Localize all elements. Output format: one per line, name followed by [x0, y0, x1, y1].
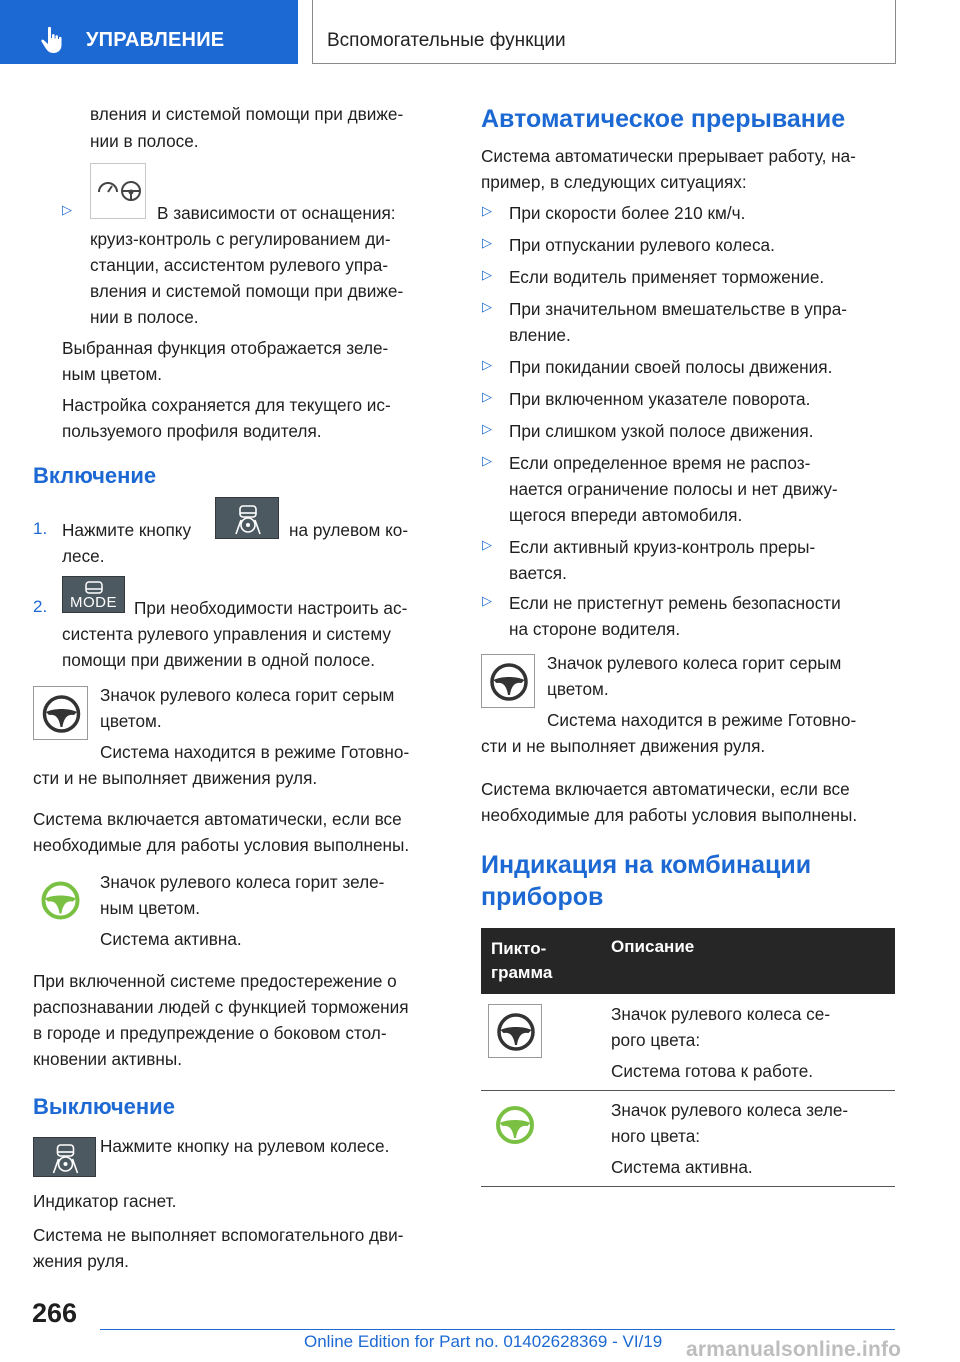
step-text: на рулевом ко- — [289, 520, 409, 540]
intro-line: нии в полосе. — [90, 131, 199, 151]
indicator-text: сти и не выполняет движения руля. — [481, 736, 766, 756]
indicator-text: цветом. — [547, 679, 609, 699]
intro-line: вления и системой помощи при движе- — [90, 104, 404, 124]
steering-assist-button-icon — [33, 1137, 96, 1177]
table-divider — [481, 1090, 895, 1091]
paragraph-line: кновении активны. — [33, 1049, 183, 1069]
step-text: помощи при движении в одной полосе. — [62, 650, 376, 670]
subsection-title: Вспомогательные функции — [327, 30, 566, 51]
paragraph-line: Выбранная функция отображается зеле- — [62, 338, 389, 358]
triangle-bullet-icon: ▷ — [482, 235, 492, 250]
paragraph-line: жения руля. — [33, 1251, 129, 1271]
list-item: вается. — [509, 563, 567, 583]
step-number: 1. — [33, 519, 48, 538]
triangle-bullet-icon: ▷ — [482, 537, 492, 552]
heading-instrument-cluster: Индикация на комбинации — [481, 851, 812, 879]
step-number: 2. — [33, 597, 48, 616]
table-cell: ного цвета: — [611, 1126, 701, 1146]
indicator-text: ным цветом. — [100, 898, 201, 918]
table-cell: Значок рулевого колеса зеле- — [611, 1100, 849, 1120]
triangle-bullet-icon: ▷ — [482, 203, 492, 218]
indicator-text: Система находится в режиме Готовно- — [547, 710, 857, 730]
bullet-line: нии в полосе. — [90, 307, 199, 327]
list-item: Если не пристегнут ремень безопасности — [509, 593, 841, 613]
paragraph-line: Нажмите кнопку на рулевом колесе. — [100, 1136, 390, 1156]
steering-wheel-green-icon — [488, 1098, 542, 1152]
indicator-text: цветом. — [100, 711, 162, 731]
indicator-text: Значок рулевого колеса горит серым — [547, 653, 842, 673]
list-item: нается ограничение полосы и нет движу- — [509, 479, 838, 499]
table-header — [481, 928, 895, 994]
footer-rule — [100, 1329, 895, 1330]
paragraph-line: необходимые для работы условия выполнены. — [33, 835, 410, 855]
steering-wheel-grey-icon — [481, 654, 535, 708]
list-item: вление. — [509, 325, 571, 345]
list-item: щегося впереди автомобиля. — [509, 505, 743, 525]
col-header-line: Пикто- — [491, 939, 547, 958]
triangle-bullet-icon: ▷ — [62, 202, 72, 217]
col-header-line: грамма — [491, 963, 553, 982]
paragraph-line: необходимые для работы условия выполнены. — [481, 805, 858, 825]
table-cell: Значок рулевого колеса се- — [611, 1004, 831, 1024]
triangle-bullet-icon: ▷ — [482, 357, 492, 372]
indicator-text: сти и не выполняет движения руля. — [33, 768, 318, 788]
list-item: Если активный круиз-контроль преры- — [509, 537, 816, 557]
heading-instrument-cluster: приборов — [481, 883, 604, 911]
indicator-text: Система активна. — [100, 929, 242, 949]
triangle-bullet-icon: ▷ — [482, 389, 492, 404]
cruise-steering-icon — [90, 163, 146, 219]
paragraph-line: ным цветом. — [62, 364, 163, 384]
triangle-bullet-icon: ▷ — [482, 267, 492, 282]
list-item: на стороне водителя. — [509, 619, 681, 639]
step-text: Нажмите кнопку — [62, 520, 192, 540]
paragraph-line: распознавании людей с функцией торможения — [33, 997, 409, 1017]
steering-wheel-grey-icon — [488, 1004, 542, 1058]
triangle-bullet-icon: ▷ — [482, 299, 492, 314]
indicator-text: Значок рулевого колеса горит серым — [100, 685, 395, 705]
list-item: Если определенное время не распоз- — [509, 453, 811, 473]
section-label: УПРАВЛЕНИЕ — [86, 29, 225, 51]
step-text: лесе. — [62, 546, 105, 566]
paragraph-line: Система не выполняет вспомогательного дви- — [33, 1225, 404, 1245]
section-tab[interactable] — [0, 0, 298, 64]
indicator-text: Значок рулевого колеса горит зеле- — [100, 872, 385, 892]
paragraph-line: Система включается автоматически, если все — [481, 779, 850, 799]
paragraph-line: в городе и предупреждение о боковом стол- — [33, 1023, 387, 1043]
steering-wheel-grey-icon — [33, 686, 88, 740]
table-cell: Система готова к работе. — [611, 1061, 814, 1081]
steering-wheel-green-icon — [33, 873, 88, 928]
list-item: При скорости более 210 км/ч. — [509, 203, 746, 223]
hand-pointer-icon — [40, 26, 64, 54]
page-number: 266 — [32, 1298, 78, 1328]
bullet-line: В зависимости от оснащения: — [157, 203, 396, 223]
paragraph-line: пример, в следующих ситуациях: — [481, 172, 747, 192]
subsection-header — [312, 0, 896, 64]
col-header-pictogram — [491, 937, 591, 985]
col-header-description: Описание — [611, 937, 695, 956]
list-item: При слишком узкой полосе движения. — [509, 421, 814, 441]
triangle-bullet-icon: ▷ — [482, 421, 492, 436]
step-text: систента рулевого управления и систему — [62, 624, 391, 644]
list-item: Если водитель применяет торможение. — [509, 267, 825, 287]
step-text: При необходимости настроить ас- — [134, 598, 408, 618]
heading-auto-interrupt: Автоматическое прерывание — [481, 105, 846, 133]
paragraph-line: При включенной системе предостережение о — [33, 971, 397, 991]
steering-assist-button-icon — [215, 497, 279, 539]
list-item: При значительном вмешательстве в упра- — [509, 299, 848, 319]
mode-button-icon — [62, 576, 125, 613]
section-heading-on: Включение — [33, 463, 157, 488]
paragraph-line: Система включается автоматически, если все — [33, 809, 402, 829]
edition-text: Online Edition for Part no. 01402628369 - VI/19 — [304, 1332, 663, 1351]
paragraph-line: Индикатор гаснет. — [33, 1191, 177, 1211]
table-divider — [481, 1186, 895, 1187]
triangle-bullet-icon: ▷ — [482, 453, 492, 468]
triangle-bullet-icon: ▷ — [482, 593, 492, 608]
table-cell: Система активна. — [611, 1157, 753, 1177]
bullet-line: станции, ассистентом рулевого упра- — [90, 255, 389, 275]
paragraph-line: пользуемого профиля водителя. — [62, 421, 322, 441]
indicator-text: Система находится в режиме Готовно- — [100, 742, 410, 762]
paragraph-line: Настройка сохраняется для текущего ис- — [62, 395, 391, 415]
mode-label: MODE — [70, 594, 117, 611]
bullet-line: круиз-контроль с регулированием ди- — [90, 229, 391, 249]
table-cell: рого цвета: — [611, 1030, 701, 1050]
bullet-line: вления и системой помощи при движе- — [90, 281, 404, 301]
paragraph-line: Система автоматически прерывает работу, на- — [481, 146, 856, 166]
list-item: При покидании своей полосы движения. — [509, 357, 833, 377]
watermark: armanualsonline.info — [686, 1338, 902, 1361]
list-item: При включенном указателе поворота. — [509, 389, 811, 409]
list-item: При отпускании рулевого колеса. — [509, 235, 775, 255]
section-heading-off: Выключение — [33, 1094, 175, 1119]
